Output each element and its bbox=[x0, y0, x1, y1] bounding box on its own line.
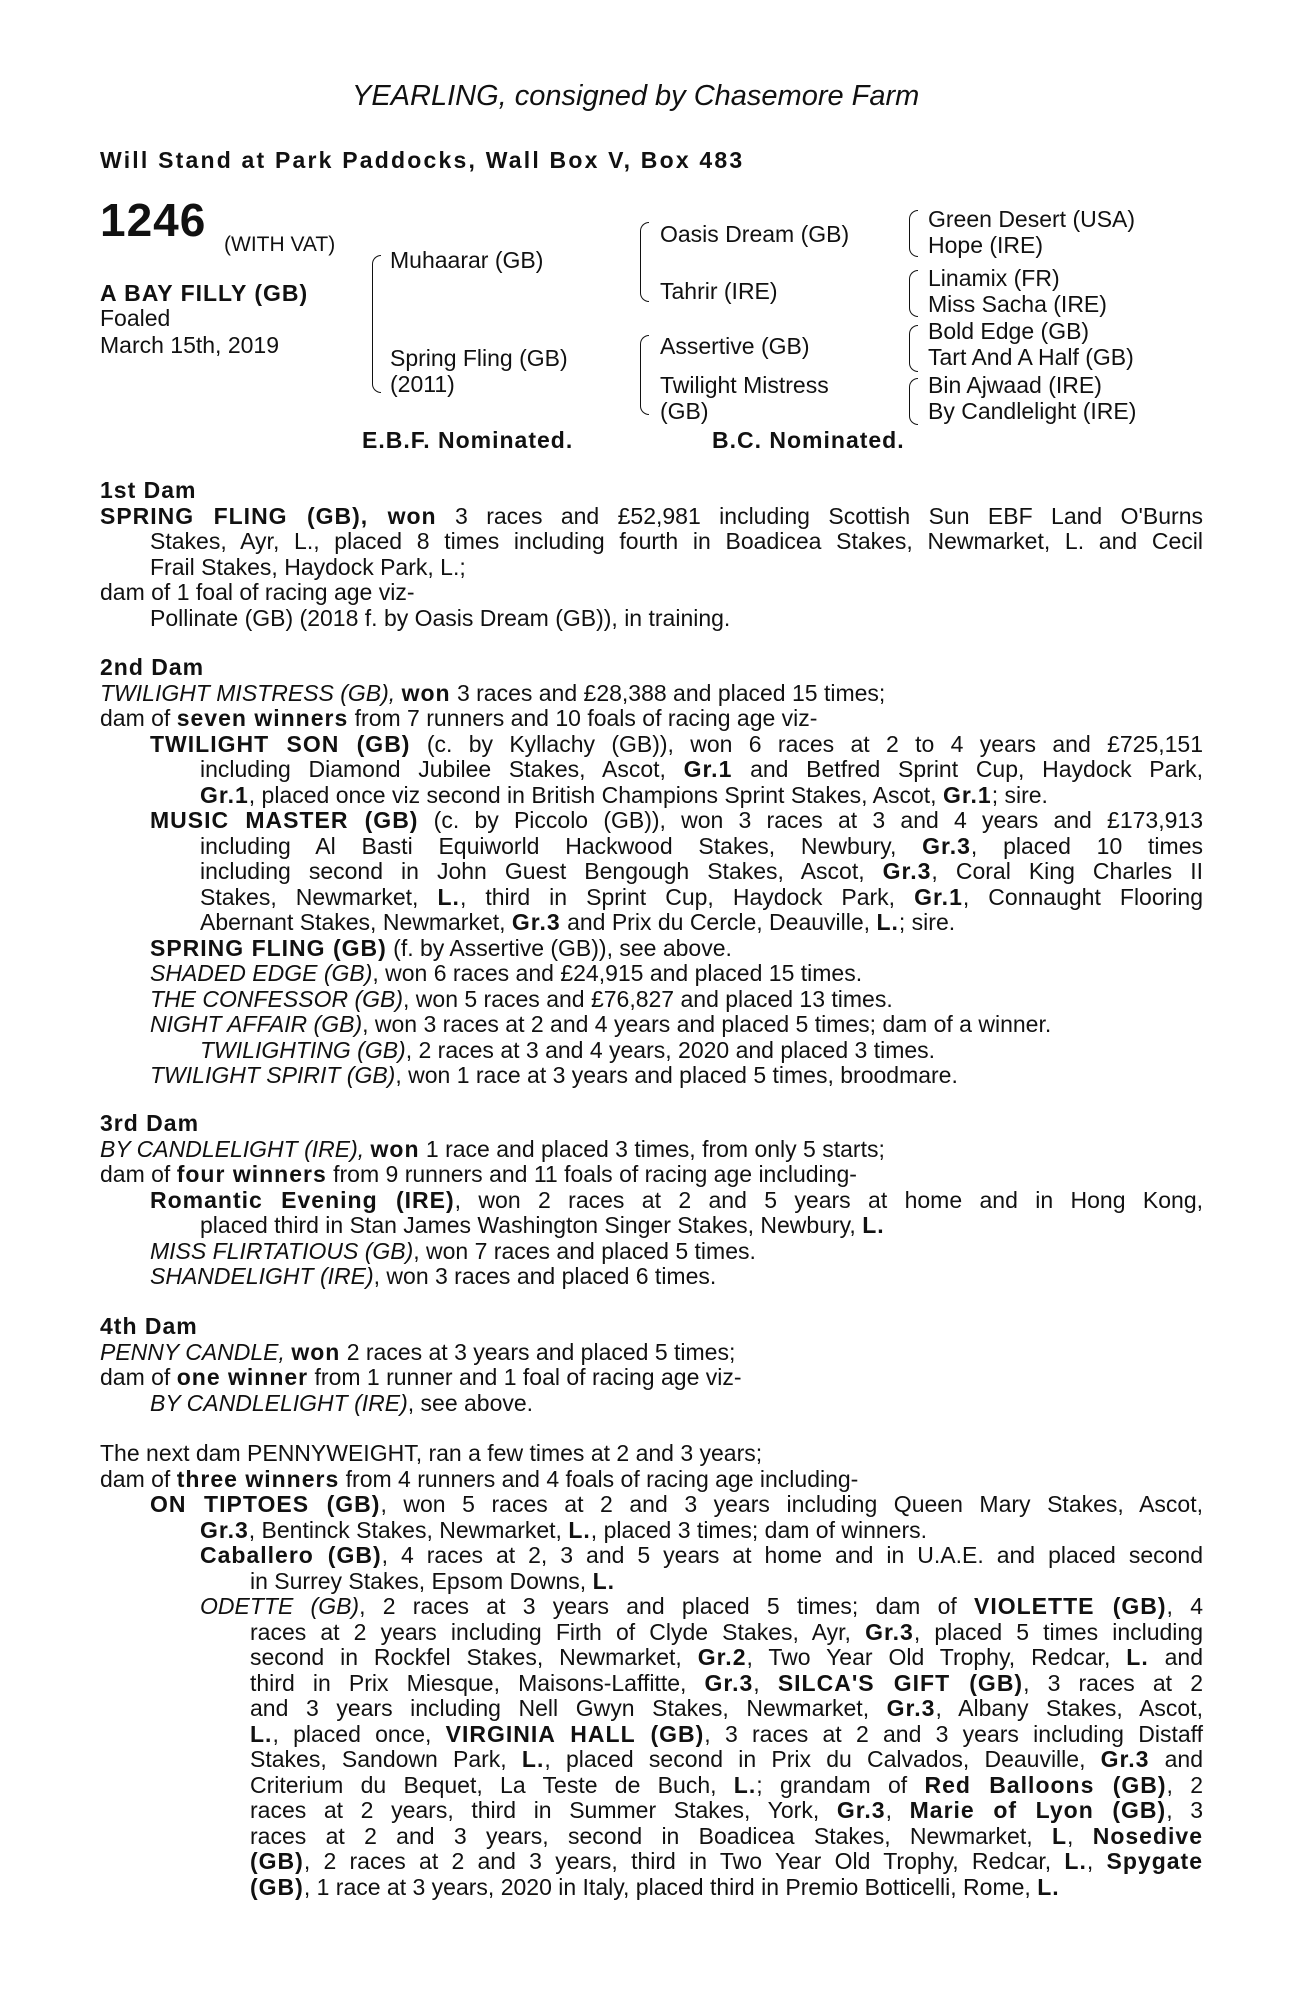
list-item: including Al Basti Equiworld Hackwood Stakes, Newbury, Gr.3, placed 10 times bbox=[200, 832, 1203, 859]
list-item: Caballero (GB), 4 races at 2, 3 and 5 years at home and in U.A.E. and placed second bbox=[200, 1542, 1203, 1568]
dam-year: (2011) bbox=[390, 371, 455, 397]
list-item: dam of three winners from 4 runners and 4 foals of racing age including- bbox=[100, 1465, 859, 1492]
list-item: MUSIC MASTER (GB) (c. by Piccolo (GB)), won 3 races at 3 and 4 years and £173,913 bbox=[150, 807, 1203, 833]
stand-location: Will Stand at Park Paddocks, Wall Box V, Box 483 bbox=[100, 147, 745, 173]
list-item: SPRING FLING (GB) (f. by Assertive (GB)), see above. bbox=[150, 934, 732, 961]
list-item: races at 2 and 3 years, second in Boadicea Stakes, Newmarket, L, Nosedive bbox=[250, 1822, 1203, 1849]
first-dam-line5: Pollinate (GB) (2018 f. by Oasis Dream (GB)), in training. bbox=[150, 604, 731, 631]
list-item: Gr.1, placed once viz second in British Champions Sprint Stakes, Ascot, Gr.1; sire. bbox=[200, 781, 1048, 808]
list-item: Romantic Evening (IRE), won 2 races at 2 and 5 years at home and in Hong Kong, bbox=[150, 1186, 1203, 1213]
list-item: SHANDELIGHT (IRE), won 3 races and placed 6 times. bbox=[150, 1263, 717, 1289]
page-title: YEARLING, consigned by Chasemore Farm bbox=[352, 80, 920, 112]
first-dam-line4: dam of 1 foal of racing age viz- bbox=[100, 579, 415, 605]
fourth-dam-section bbox=[100, 1314, 1203, 1416]
list-item: Stakes, Newmarket, L., third in Sprint Cup, Haydock Park, Gr.1, Connaught Flooring bbox=[200, 883, 1203, 910]
g3-1: Green Desert (USA) bbox=[928, 206, 1136, 232]
foaled-date: March 15th, 2019 bbox=[100, 332, 280, 358]
list-item: second in Rockfel Stakes, Newmarket, Gr.2, Two Year Old Trophy, Redcar, L. and bbox=[250, 1644, 1204, 1670]
list-item: The next dam PENNYWEIGHT, ran a few times at 2 and 3 years; bbox=[100, 1440, 763, 1466]
horse-name: A BAY FILLY (GB) bbox=[100, 280, 309, 306]
list-item: including Diamond Jubilee Stakes, Ascot, Gr.1 and Betfred Sprint Cup, Haydock Park, bbox=[200, 756, 1203, 782]
list-item: BY CANDLELIGHT (IRE), see above. bbox=[150, 1389, 534, 1416]
first-dam-section bbox=[100, 478, 1203, 631]
g3-8: By Candlelight (IRE) bbox=[928, 398, 1137, 424]
section-heading: 3rd Dam bbox=[100, 1110, 200, 1136]
list-item: dam of seven winners from 7 runners and 10 foals of racing age viz- bbox=[100, 705, 818, 731]
list-item: races at 2 years including Firth of Clyde Stakes, Ayr, Gr.3, placed 5 times including bbox=[250, 1618, 1203, 1645]
list-item: placed third in Stan James Washington Singer Stakes, Newbury, L. bbox=[200, 1212, 885, 1238]
list-item: including second in John Guest Bengough Stakes, Ascot, Gr.3, Coral King Charles II bbox=[200, 858, 1203, 884]
sire-brace bbox=[640, 222, 649, 302]
dam-dam: Twilight Mistress bbox=[660, 372, 829, 398]
sire-dam: Tahrir (IRE) bbox=[660, 278, 778, 304]
g3-brace-3 bbox=[909, 325, 918, 372]
lot-number: 1246 bbox=[100, 194, 207, 246]
section-heading: 2nd Dam bbox=[100, 654, 205, 680]
list-item: PENNY CANDLE, won 2 races at 3 years and placed 5 times; bbox=[100, 1338, 736, 1365]
sire-dam-brace bbox=[372, 255, 381, 393]
list-item: L., placed once, VIRGINIA HALL (GB), 3 races at 2 and 3 years including Distaff bbox=[250, 1720, 1203, 1747]
list-item: MISS FLIRTATIOUS (GB), won 7 races and placed 5 times. bbox=[150, 1237, 756, 1264]
foaled-label: Foaled bbox=[100, 305, 171, 331]
list-item: third in Prix Miesque, Maisons-Laffitte, Gr.3, SILCA'S GIFT (GB), 3 races at 2 bbox=[250, 1669, 1203, 1696]
dam-sire: Assertive (GB) bbox=[660, 333, 810, 359]
list-item: TWILIGHT MISTRESS (GB), won 3 races and £28,388 and placed 15 times; bbox=[100, 679, 886, 706]
list-item: Criterium du Bequet, La Teste de Buch, L.; grandam of Red Balloons (GB), 2 bbox=[250, 1771, 1203, 1798]
list-item: ODETTE (GB), 2 races at 3 years and placed 5 times; dam of VIOLETTE (GB), 4 bbox=[200, 1593, 1203, 1619]
ebf-nominated: E.B.F. Nominated. bbox=[362, 427, 574, 453]
dam-dam-country: (GB) bbox=[660, 398, 709, 424]
g3-brace-1 bbox=[909, 210, 918, 257]
list-item: in Surrey Stakes, Epsom Downs, L. bbox=[250, 1567, 616, 1594]
list-item: NIGHT AFFAIR (GB), won 3 races at 2 and 4 years and placed 5 times; dam of a winner. bbox=[150, 1011, 1052, 1037]
first-dam-line2: Stakes, Ayr, L., placed 8 times including fourth in Boadicea Stakes, Newmarket, L. and Cecil bbox=[150, 528, 1203, 554]
g3-3: Linamix (FR) bbox=[928, 265, 1060, 291]
list-item: races at 2 years, third in Summer Stakes, York, Gr.3, Marie of Lyon (GB), 3 bbox=[250, 1797, 1203, 1823]
vat-label: (WITH VAT) bbox=[224, 233, 336, 256]
first-dam-line1: SPRING FLING (GB), won 3 races and £52,981 including Scottish Sun EBF Land O'Burns bbox=[100, 502, 1203, 529]
section-heading: 1st Dam bbox=[100, 477, 197, 503]
g3-brace-2 bbox=[909, 270, 918, 317]
list-item: Stakes, Sandown Park, L., placed second in Prix du Calvados, Deauville, Gr.3 and bbox=[250, 1746, 1204, 1772]
list-item: BY CANDLELIGHT (IRE), won 1 race and placed 3 times, from only 5 starts; bbox=[100, 1135, 885, 1162]
list-item: (GB), 1 race at 3 years, 2020 in Italy, placed third in Premio Botticelli, Rome, L. bbox=[250, 1873, 1060, 1900]
list-item: Abernant Stakes, Newmarket, Gr.3 and Prix du Cercle, Deauville, L.; sire. bbox=[200, 909, 956, 935]
list-item: TWILIGHTING (GB), 2 races at 3 and 4 years, 2020 and placed 3 times. bbox=[200, 1036, 936, 1063]
g3-4: Miss Sacha (IRE) bbox=[928, 291, 1107, 317]
g3-7: Bin Ajwaad (IRE) bbox=[928, 372, 1102, 398]
list-item: dam of one winner from 1 runner and 1 foal of racing age viz- bbox=[100, 1364, 742, 1390]
third-dam-section bbox=[100, 1111, 1203, 1290]
list-item: (GB), 2 races at 2 and 3 years, third in Two Year Old Trophy, Redcar, L., Spygate bbox=[250, 1848, 1203, 1874]
next-dam-section bbox=[100, 1441, 1203, 1900]
g3-6: Tart And A Half (GB) bbox=[928, 344, 1134, 370]
list-item: THE CONFESSOR (GB), won 5 races and £76,827 and placed 13 times. bbox=[150, 985, 893, 1012]
section-heading: 4th Dam bbox=[100, 1313, 198, 1339]
g3-brace-4 bbox=[909, 378, 918, 425]
list-item: TWILIGHT SON (GB) (c. by Kyllachy (GB)), won 6 races at 2 to 4 years and £725,151 bbox=[150, 730, 1204, 757]
g3-2: Hope (IRE) bbox=[928, 232, 1044, 258]
list-item: SHADED EDGE (GB), won 6 races and £24,915 and placed 15 times. bbox=[150, 960, 863, 986]
dam-brace bbox=[640, 335, 649, 415]
sire-sire: Oasis Dream (GB) bbox=[660, 221, 850, 247]
dam-name: Spring Fling (GB) bbox=[390, 345, 568, 371]
list-item: TWILIGHT SPIRIT (GB), won 1 race at 3 years and placed 5 times, broodmare. bbox=[150, 1062, 958, 1088]
first-dam-line3: Frail Stakes, Haydock Park, L.; bbox=[150, 553, 466, 580]
list-item: dam of four winners from 9 runners and 11 foals of racing age including- bbox=[100, 1161, 857, 1187]
list-item: Gr.3, Bentinck Stakes, Newmarket, L., placed 3 times; dam of winners. bbox=[200, 1516, 928, 1543]
g3-5: Bold Edge (GB) bbox=[928, 318, 1090, 344]
second-dam-section bbox=[100, 655, 1203, 1089]
list-item: ON TIPTOES (GB), won 5 races at 2 and 3 years including Queen Mary Stakes, Ascot, bbox=[150, 1491, 1204, 1517]
list-item: and 3 years including Nell Gwyn Stakes, Newmarket, Gr.3, Albany Stakes, Ascot, bbox=[250, 1695, 1203, 1721]
bc-nominated: B.C. Nominated. bbox=[712, 427, 905, 453]
sire-name: Muhaarar (GB) bbox=[390, 247, 544, 273]
